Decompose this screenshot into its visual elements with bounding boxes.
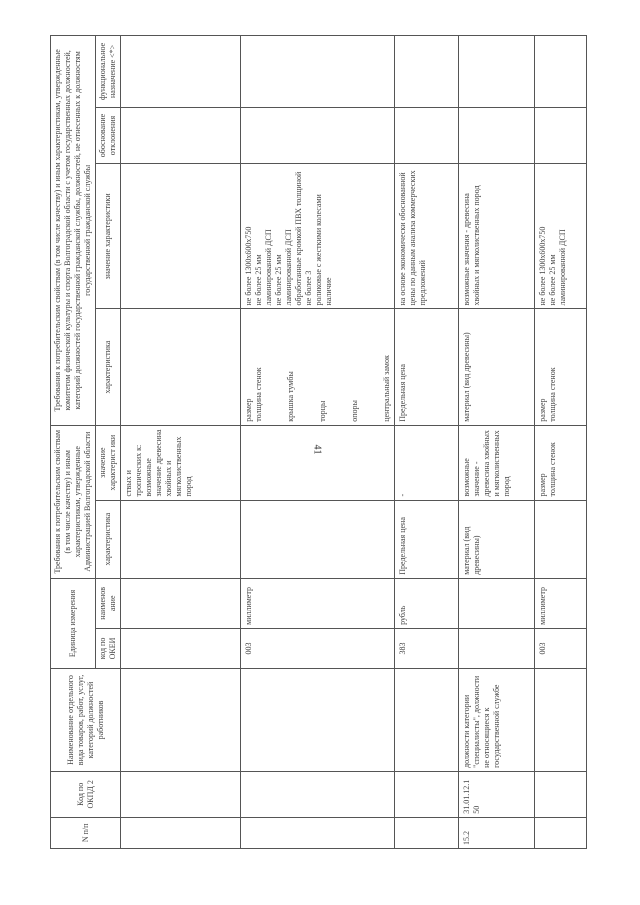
header-admin-group: Требования к потребительским свойствам (в том числе качеству) и иным характеристикам, утвержденные Администрацией Волгоградской области [51, 425, 96, 578]
row-name: должности категории "специалисты", должности не относящиеся к государственной службе [459, 669, 535, 772]
row-number: 15.2 [459, 817, 535, 848]
r152-admin-char: материал (вид древесины) [459, 500, 535, 578]
last-admin-char-2: толщина стенок [548, 442, 557, 497]
mid-comm-char-5: опоры [350, 400, 359, 422]
price-comm-val: на основе экономически обоснованной цены по данным анализа коммерческих предложений [395, 164, 459, 309]
price-comm-char: Предельная цена [395, 309, 459, 425]
r152-comm-char: материал (вид древесины) [459, 309, 535, 425]
header-comm-char: характеристика [96, 309, 121, 425]
mid-comm-val-4: не более 25 мм [274, 254, 283, 306]
rotated-table-container [50, 35, 610, 849]
last-admin-chars [535, 425, 587, 500]
mid-comm-vals [241, 164, 395, 309]
header-admin-val: значение характерист ики [96, 425, 121, 500]
mid-comm-val-5: ламинированной ДСП [284, 229, 293, 306]
mid-comm-char-1: размер [244, 398, 253, 422]
last-comm-char-1: размер [538, 398, 547, 422]
header-comm-func: функциональное назначение <*> [96, 36, 121, 108]
header-comm-val: значение характеристики [96, 164, 121, 309]
last-comm-val-1: не более 1300х600х750 [538, 226, 547, 306]
mid-unit-code: 003 [241, 628, 395, 668]
price-admin-val: - [395, 425, 459, 500]
header-name: Наименование отдельного вида товаров, работ, услуг, категорий должностей работников [51, 669, 121, 772]
page-number: 41 [311, 444, 323, 455]
header-n: N п/п [51, 817, 121, 848]
header-unit: Единица измерения [51, 578, 96, 668]
mid-comm-val-3: ламинированной ДСП [264, 229, 273, 306]
mid-comm-val-7: роликовые с жесткими колесами [314, 194, 323, 306]
last-comm-vals [535, 164, 587, 309]
header-admin-char: характеристика [96, 500, 121, 578]
header-comm-just: обоснование отклонения [96, 107, 121, 163]
last-comm-val-3: ламинированной ДСП [558, 229, 567, 306]
last-comm-char-2: толщина стенок [548, 367, 557, 422]
mid-comm-val-6: обработанные кромкой ПВХ толщиной не более 3 [294, 171, 313, 306]
row-okpd: 31.01.12.1 50 [459, 771, 535, 817]
price-unit-name: рубль [395, 578, 459, 628]
mid-comm-val-8: наличие [324, 277, 333, 306]
last-comm-val-2: не более 25 мм [548, 254, 557, 306]
mid-comm-val-1: не более 1300х600х750 [244, 226, 253, 306]
r152-comm-val: возможные значения - древесина хвойных и мягколиственных пород [459, 164, 535, 309]
header-committee-group: Требования к потребительским свойствам (в том числе качеству) и иным характеристикам, утвержденные комитетом физической культуры и спорта Волгоградской области с учетом государственных должностей, категорий должностей государственной гражданской службы, должностей, не отнесенных к должностям государственной гражданской службы [51, 36, 96, 426]
header-unit-name: наименов ание [96, 578, 121, 628]
mid-comm-char-6: центральный замок [382, 355, 391, 422]
requirements-table [50, 35, 587, 849]
mid-comm-char-2: толщина стенок [254, 367, 263, 422]
cont-admin-value: ствых и тропических к: возможные значение древесина хвойных и мягколиственных пород [121, 425, 241, 500]
header-okpd: Код по ОКПД 2 [51, 771, 121, 817]
mid-unit-name: миллиметр [241, 578, 395, 628]
last-admin-char-1: размер [538, 473, 547, 497]
mid-comm-char-4: торцы [318, 400, 327, 422]
last-unit-name: миллиметр [535, 578, 587, 628]
mid-comm-val-2: не более 25 мм [254, 254, 263, 306]
price-unit-code: 383 [395, 628, 459, 668]
price-admin-char: Предельная цена [395, 500, 459, 578]
r152-admin-val: возможные значение - древесина хвойных и мягколиственных пород [459, 425, 535, 500]
header-unit-code: код по ОКЕИ [96, 628, 121, 668]
mid-comm-char-3: крышка тумбы [286, 371, 295, 422]
last-unit-code: 003 [535, 628, 587, 668]
mid-comm-chars [241, 309, 395, 425]
last-comm-chars [535, 309, 587, 425]
